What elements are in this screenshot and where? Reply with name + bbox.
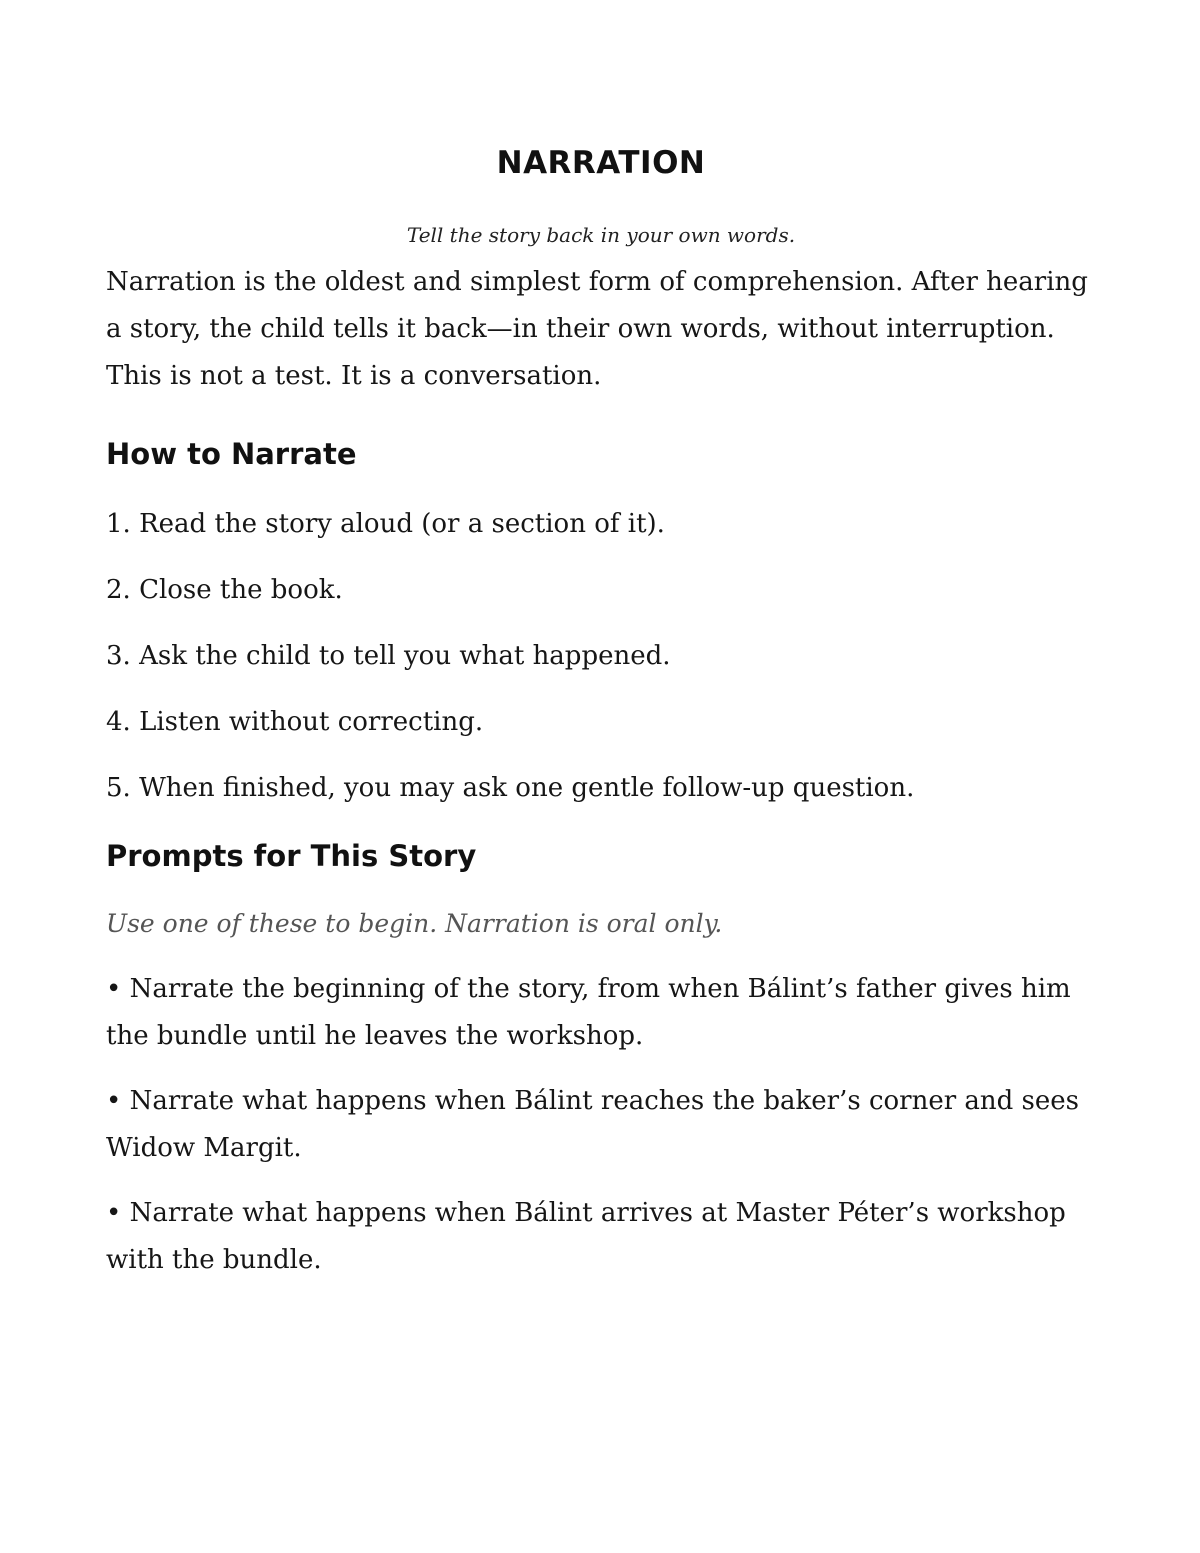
prompts-heading: Prompts for This Story — [106, 839, 477, 873]
page-title: NARRATION — [496, 145, 706, 181]
prompts-note: Use one of these to begin. Narration is oral only. — [106, 909, 723, 938]
step-item: 5. When finished, you may ask one gentle follow-up question. — [106, 773, 915, 803]
step-item: 1. Read the story aloud (or a section of it). — [106, 509, 665, 539]
prompt-item: • Narrate what happens when Bálint arrives at Master Péter’s workshop with the bundle. — [106, 1198, 1066, 1275]
prompts-list — [106, 966, 1096, 1284]
page-content — [106, 143, 1096, 1302]
prompt-item: • Narrate what happens when Bálint reaches the baker’s corner and sees Widow Margit. — [106, 1086, 1080, 1163]
step-item: 2. Close the book. — [106, 575, 343, 605]
step-item: 4. Listen without correcting. — [106, 707, 484, 737]
how-to-narrate-heading: How to Narrate — [106, 437, 357, 471]
prompt-item: • Narrate the beginning of the story, from when Bálint’s father gives him the bundle until he leaves the workshop. — [106, 974, 1071, 1051]
page-subtitle: Tell the story back in your own words. — [406, 223, 796, 247]
intro-paragraph: Narration is the oldest and simplest form of comprehension. After hearing a story, the child tells it back—in their own words, without interruption. This is not a test. It is a conversation. — [106, 267, 1088, 391]
steps-list — [106, 506, 1096, 806]
step-item: 3. Ask the child to tell you what happened. — [106, 641, 671, 671]
